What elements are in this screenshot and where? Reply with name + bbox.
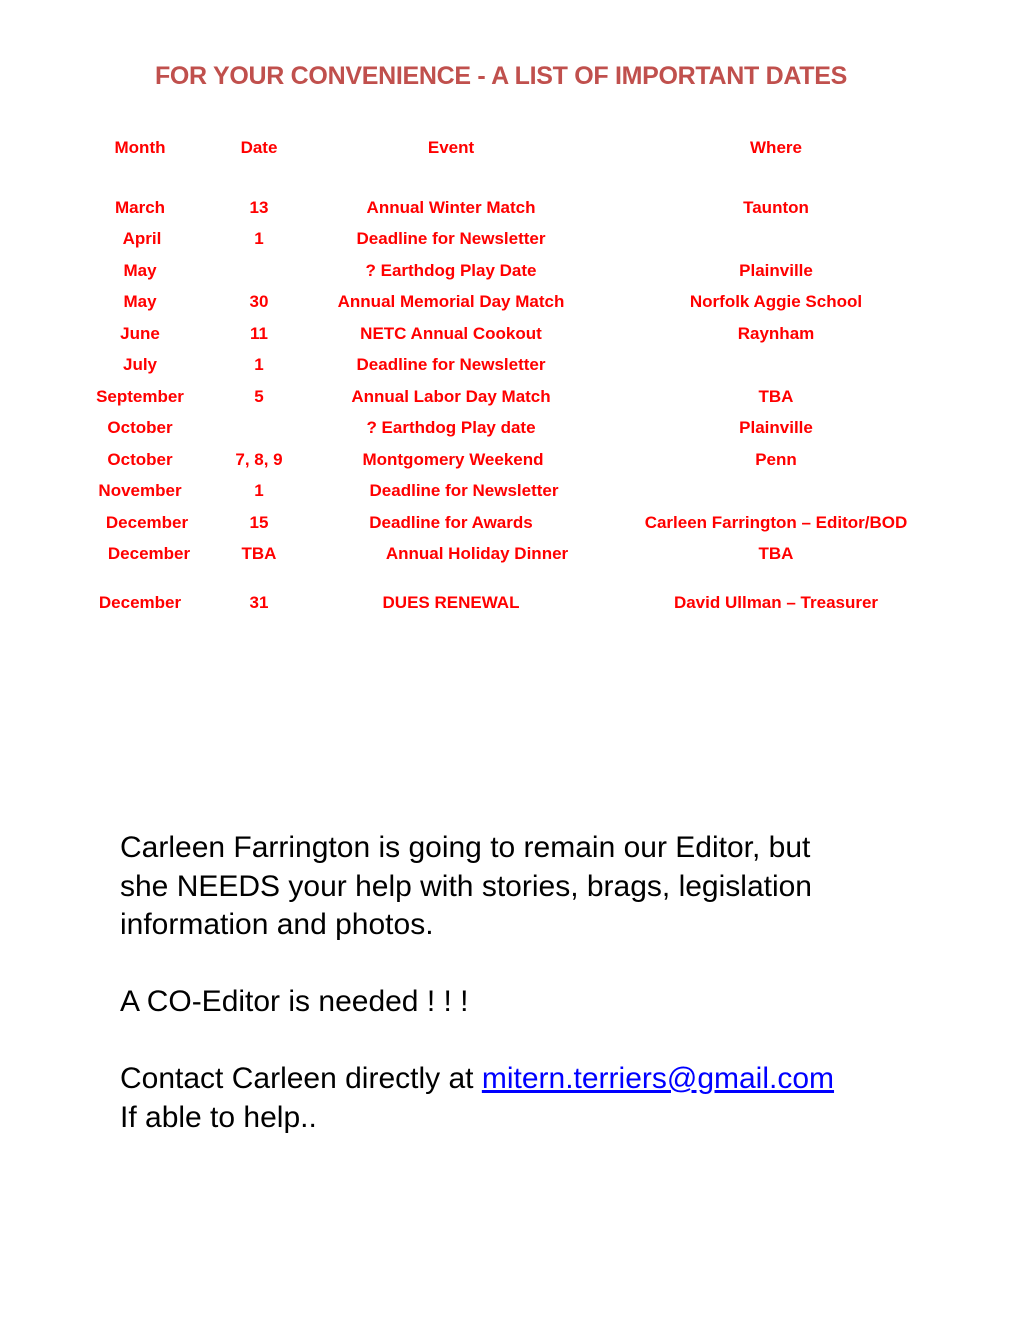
row-event: NETC Annual Cookout	[360, 324, 542, 343]
header-month: Month	[114, 138, 166, 157]
row-where: Penn	[755, 450, 797, 469]
table-row	[0, 450, 1024, 470]
row-date: 31	[249, 593, 269, 612]
row-where: TBA	[758, 387, 794, 406]
row-month: December	[105, 513, 189, 532]
row-date: 30	[249, 292, 269, 311]
row-month: July	[122, 355, 158, 374]
row-where: Taunton	[743, 198, 809, 217]
contact-prefix: Contact Carleen directly at	[120, 1062, 482, 1095]
table-row	[0, 261, 1024, 281]
row-where: Norfolk Aggie School	[689, 292, 863, 311]
row-event: Annual Labor Day Match	[351, 387, 551, 406]
row-month: December	[98, 593, 182, 612]
row-event: Annual Memorial Day Match	[337, 292, 565, 311]
table-row	[0, 593, 1024, 613]
row-date: 1	[254, 481, 264, 500]
row-event: ? Earthdog Play Date	[365, 261, 537, 280]
row-date: 5	[254, 387, 264, 406]
row-month: June	[120, 324, 160, 343]
row-month: May	[123, 292, 157, 311]
contact-line	[120, 1060, 920, 1099]
row-event: ? Earthdog Play date	[366, 418, 536, 437]
row-where: Plainville	[739, 261, 813, 280]
row-date: 13	[249, 198, 269, 217]
table-row	[0, 387, 1024, 407]
table-header-row	[0, 138, 1024, 158]
table-row	[0, 481, 1024, 501]
row-event: Annual Winter Match	[366, 198, 536, 217]
header-date: Date	[240, 138, 278, 157]
row-where: Raynham	[737, 324, 815, 343]
table-row	[0, 418, 1024, 438]
table-row	[0, 292, 1024, 312]
table-row	[0, 229, 1024, 249]
notice-line: Carleen Farrington is going to remain our Editor, but	[120, 831, 811, 864]
closing-line: If able to help..	[120, 1100, 317, 1134]
row-event: Montgomery Weekend	[362, 450, 544, 469]
row-month: May	[123, 261, 157, 280]
row-month: November	[98, 481, 182, 500]
table-row	[0, 544, 1024, 564]
row-where: Carleen Farrington – Editor/BOD	[644, 513, 908, 532]
header-event: Event	[427, 138, 475, 157]
row-month: April	[122, 229, 162, 248]
table-row	[0, 198, 1024, 218]
row-month: October	[107, 418, 173, 437]
page-title: FOR YOUR CONVENIENCE - A LIST OF IMPORTANT DATES	[154, 62, 848, 90]
row-where: Plainville	[739, 418, 813, 437]
row-event: Deadline for Newsletter	[356, 229, 546, 248]
row-date: 11	[250, 324, 268, 343]
row-month: December	[107, 544, 191, 563]
table-row	[0, 355, 1024, 375]
editor-notice	[120, 829, 920, 1137]
row-event: Deadline for Newsletter	[369, 481, 559, 500]
row-event: DUES RENEWAL	[382, 593, 520, 612]
row-where: TBA	[758, 544, 794, 563]
notice-line: she NEEDS your help with stories, brags, legislation	[120, 869, 812, 903]
row-month: October	[107, 450, 173, 469]
row-event: Deadline for Awards	[369, 513, 533, 532]
row-date: 15	[249, 513, 269, 532]
row-event: Annual Holiday Dinner	[385, 544, 569, 563]
table-row	[0, 324, 1024, 344]
row-where: David Ullman – Treasurer	[673, 593, 879, 612]
email-link[interactable]: mitern.terriers@gmail.com	[481, 1062, 835, 1095]
header-where: Where	[750, 138, 802, 157]
row-date: TBA	[241, 544, 277, 563]
row-month: September	[96, 387, 184, 406]
notice-line: information and photos.	[120, 908, 434, 941]
coeditor-needed: A CO-Editor is needed ! ! !	[120, 985, 469, 1018]
row-event: Deadline for Newsletter	[356, 355, 546, 374]
row-month: March	[114, 198, 166, 217]
row-date: 1	[254, 229, 264, 248]
row-date: 7, 8, 9	[235, 450, 283, 469]
table-row	[0, 513, 1024, 533]
row-date: 1	[254, 355, 264, 374]
